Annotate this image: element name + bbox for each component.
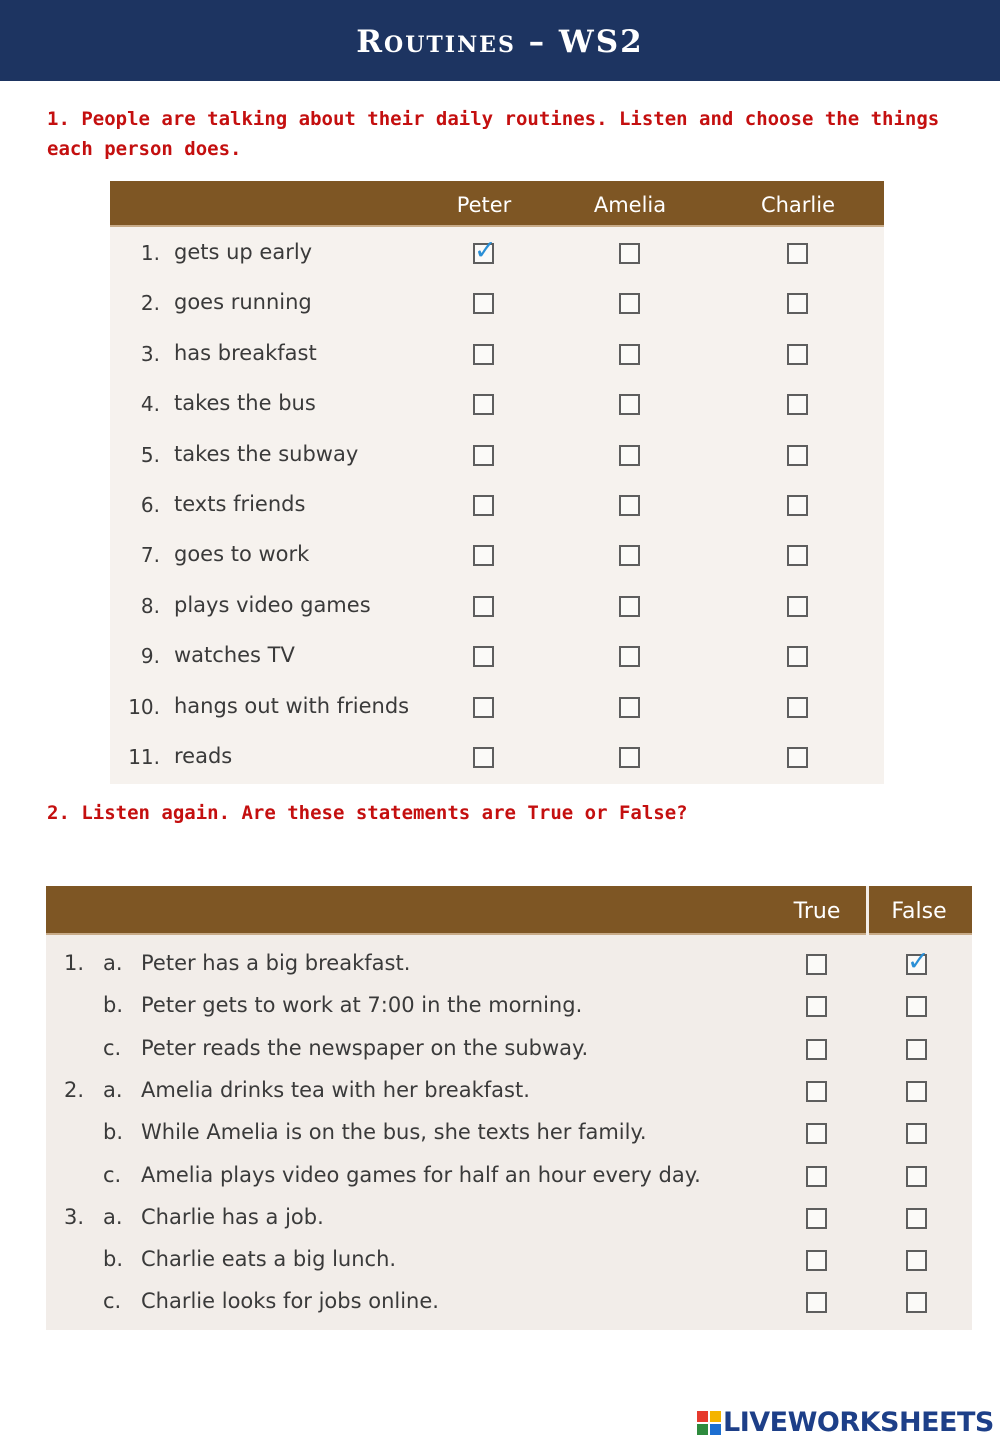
row-label: takes the bus	[174, 391, 316, 416]
checkbox-charlie[interactable]	[787, 394, 808, 415]
row-label: hangs out with friends	[174, 693, 410, 718]
statement-letter: b.	[103, 993, 124, 1018]
column-header-charlie: Charlie	[760, 193, 836, 217]
table-row	[110, 380, 884, 430]
checkbox-charlie[interactable]	[787, 697, 808, 718]
checkbox-charlie[interactable]	[787, 747, 808, 768]
checkbox-peter[interactable]	[473, 445, 494, 466]
checkbox-charlie[interactable]	[787, 596, 808, 617]
checkbox-peter[interactable]	[473, 293, 494, 314]
column-header-true: True	[793, 899, 841, 924]
row-number: 10.	[128, 694, 160, 719]
checkbox-peter[interactable]	[473, 596, 494, 617]
checkbox-amelia[interactable]	[619, 394, 640, 415]
statement-text: Peter has a big breakfast.	[141, 951, 411, 975]
checkbox-charlie[interactable]	[787, 646, 808, 667]
row-number: 8.	[140, 593, 160, 618]
statement-text: Amelia drinks tea with her breakfast.	[141, 1077, 530, 1102]
statement-text: While Amelia is on the bus, she texts her family.	[141, 1120, 647, 1145]
checkbox-amelia[interactable]	[619, 697, 640, 718]
checkbox-false[interactable]	[906, 996, 927, 1017]
page-header	[0, 0, 1000, 81]
checkbox-false[interactable]	[906, 1292, 927, 1313]
exercise2-table-header	[46, 886, 972, 935]
checkbox-amelia[interactable]	[619, 344, 640, 365]
checkbox-amelia[interactable]	[619, 747, 640, 768]
checkbox-amelia[interactable]	[619, 243, 640, 264]
statement-text: Peter reads the newspaper on the subway.	[141, 1035, 589, 1060]
checkbox-peter[interactable]	[473, 697, 494, 718]
checkbox-true[interactable]	[806, 1292, 827, 1313]
table-row	[110, 582, 884, 632]
exercise2-table	[46, 886, 972, 1330]
checkbox-peter[interactable]	[473, 495, 494, 516]
checkbox-charlie[interactable]	[787, 445, 808, 466]
table-row	[110, 481, 884, 531]
table-row	[46, 1071, 972, 1113]
row-number: 1.	[140, 241, 160, 265]
table-row	[46, 1156, 972, 1198]
checkbox-true[interactable]	[806, 1039, 827, 1060]
row-label: watches TV	[174, 643, 295, 668]
checkbox-false[interactable]	[906, 1166, 927, 1187]
table-row	[46, 986, 972, 1028]
logo-text: LIVEWORKSHEETS	[723, 1407, 994, 1438]
row-number: 9.	[140, 644, 160, 669]
row-label: takes the subway	[174, 441, 359, 466]
row-number: 6.	[140, 493, 160, 517]
row-label: goes running	[174, 290, 312, 315]
column-header-false: False	[891, 899, 947, 924]
exercise2-instruction: 2. Listen again. Are these statements are True or False?	[47, 802, 688, 824]
checkbox-false[interactable]	[906, 1081, 927, 1102]
table-row	[110, 431, 884, 481]
row-number: 7.	[140, 543, 160, 568]
table-row	[110, 330, 884, 380]
checkbox-true[interactable]	[806, 1081, 827, 1102]
statement-letter: c.	[103, 1162, 122, 1187]
table-row	[110, 279, 884, 329]
checkbox-true[interactable]	[806, 1166, 827, 1187]
column-header-amelia: Amelia	[593, 193, 667, 217]
statement-text: Peter gets to work at 7:00 in the morning.	[141, 993, 583, 1018]
check-mark-icon: ✓	[907, 946, 930, 977]
row-number: 2.	[140, 291, 160, 316]
table-row	[110, 683, 884, 733]
checkbox-charlie[interactable]	[787, 293, 808, 314]
row-number: 3.	[140, 341, 160, 366]
row-number: 5.	[140, 442, 160, 467]
checkbox-false[interactable]	[906, 1123, 927, 1144]
statement-letter: c.	[103, 1035, 122, 1060]
exercise1-table	[110, 181, 884, 784]
statement-letter: a.	[103, 951, 123, 975]
checkbox-false[interactable]	[906, 1250, 927, 1271]
checkbox-peter[interactable]	[473, 235, 497, 266]
row-label: goes to work	[174, 542, 310, 567]
checkbox-peter[interactable]	[473, 394, 494, 415]
checkbox-true[interactable]	[806, 1123, 827, 1144]
checkbox-false[interactable]	[906, 1039, 927, 1060]
table-row	[110, 733, 884, 783]
statement-letter: b.	[103, 1120, 124, 1145]
question-number: 2.	[64, 1077, 85, 1102]
checkbox-true[interactable]	[806, 1250, 827, 1271]
row-number: 11.	[128, 745, 160, 769]
exercise1-instruction: 1. People are talking about their daily routines. Listen and choose the things each person does.	[47, 108, 940, 160]
statement-text: Charlie looks for jobs online.	[141, 1289, 439, 1314]
table-row	[46, 1029, 972, 1071]
statement-text: Amelia plays video games for half an hour every day.	[141, 1162, 701, 1187]
table-row	[46, 1282, 972, 1324]
liveworksheets-logo-icon	[697, 1411, 721, 1435]
checkbox-false[interactable]	[906, 1208, 927, 1229]
table-row	[46, 1198, 972, 1240]
row-label: has breakfast	[174, 340, 317, 365]
table-row	[46, 944, 972, 986]
row-label: texts friends	[174, 492, 306, 516]
checkbox-peter[interactable]	[473, 646, 494, 667]
statement-letter: c.	[103, 1289, 122, 1314]
statement-text: Charlie eats a big lunch.	[141, 1247, 397, 1272]
checkbox-true[interactable]	[806, 954, 827, 975]
checkbox-true[interactable]	[806, 996, 827, 1017]
statement-letter: b.	[103, 1247, 124, 1272]
statement-letter: a.	[103, 1204, 123, 1229]
table-row	[110, 632, 884, 682]
checkbox-amelia[interactable]	[619, 293, 640, 314]
statement-letter: a.	[103, 1077, 123, 1102]
table-row	[110, 229, 884, 279]
checkbox-amelia[interactable]	[619, 445, 640, 466]
checkbox-true[interactable]	[806, 1208, 827, 1229]
checkbox-peter[interactable]	[473, 344, 494, 365]
table-row	[110, 531, 884, 581]
row-label: gets up early	[174, 240, 313, 264]
table-row	[46, 1240, 972, 1282]
question-number: 3.	[64, 1204, 85, 1229]
checkbox-amelia[interactable]	[619, 596, 640, 617]
checkbox-amelia[interactable]	[619, 495, 640, 516]
table-row	[46, 1113, 972, 1155]
checkbox-charlie[interactable]	[787, 545, 808, 566]
question-number: 1.	[64, 951, 85, 975]
checkbox-amelia[interactable]	[619, 646, 640, 667]
check-mark-icon: ✓	[474, 235, 497, 266]
column-header-peter: Peter	[456, 193, 512, 217]
checkbox-charlie[interactable]	[787, 495, 808, 516]
statement-text: Charlie has a job.	[141, 1204, 324, 1229]
exercise1-table-header	[110, 181, 884, 227]
checkbox-false[interactable]	[906, 946, 930, 977]
checkbox-peter[interactable]	[473, 545, 494, 566]
row-number: 4.	[140, 392, 160, 417]
checkbox-peter[interactable]	[473, 747, 494, 768]
checkbox-charlie[interactable]	[787, 344, 808, 365]
checkbox-charlie[interactable]	[787, 243, 808, 264]
row-label: plays video games	[174, 592, 371, 617]
page-title: Routines – WS2	[356, 24, 644, 60]
checkbox-amelia[interactable]	[619, 545, 640, 566]
row-label: reads	[174, 744, 233, 768]
